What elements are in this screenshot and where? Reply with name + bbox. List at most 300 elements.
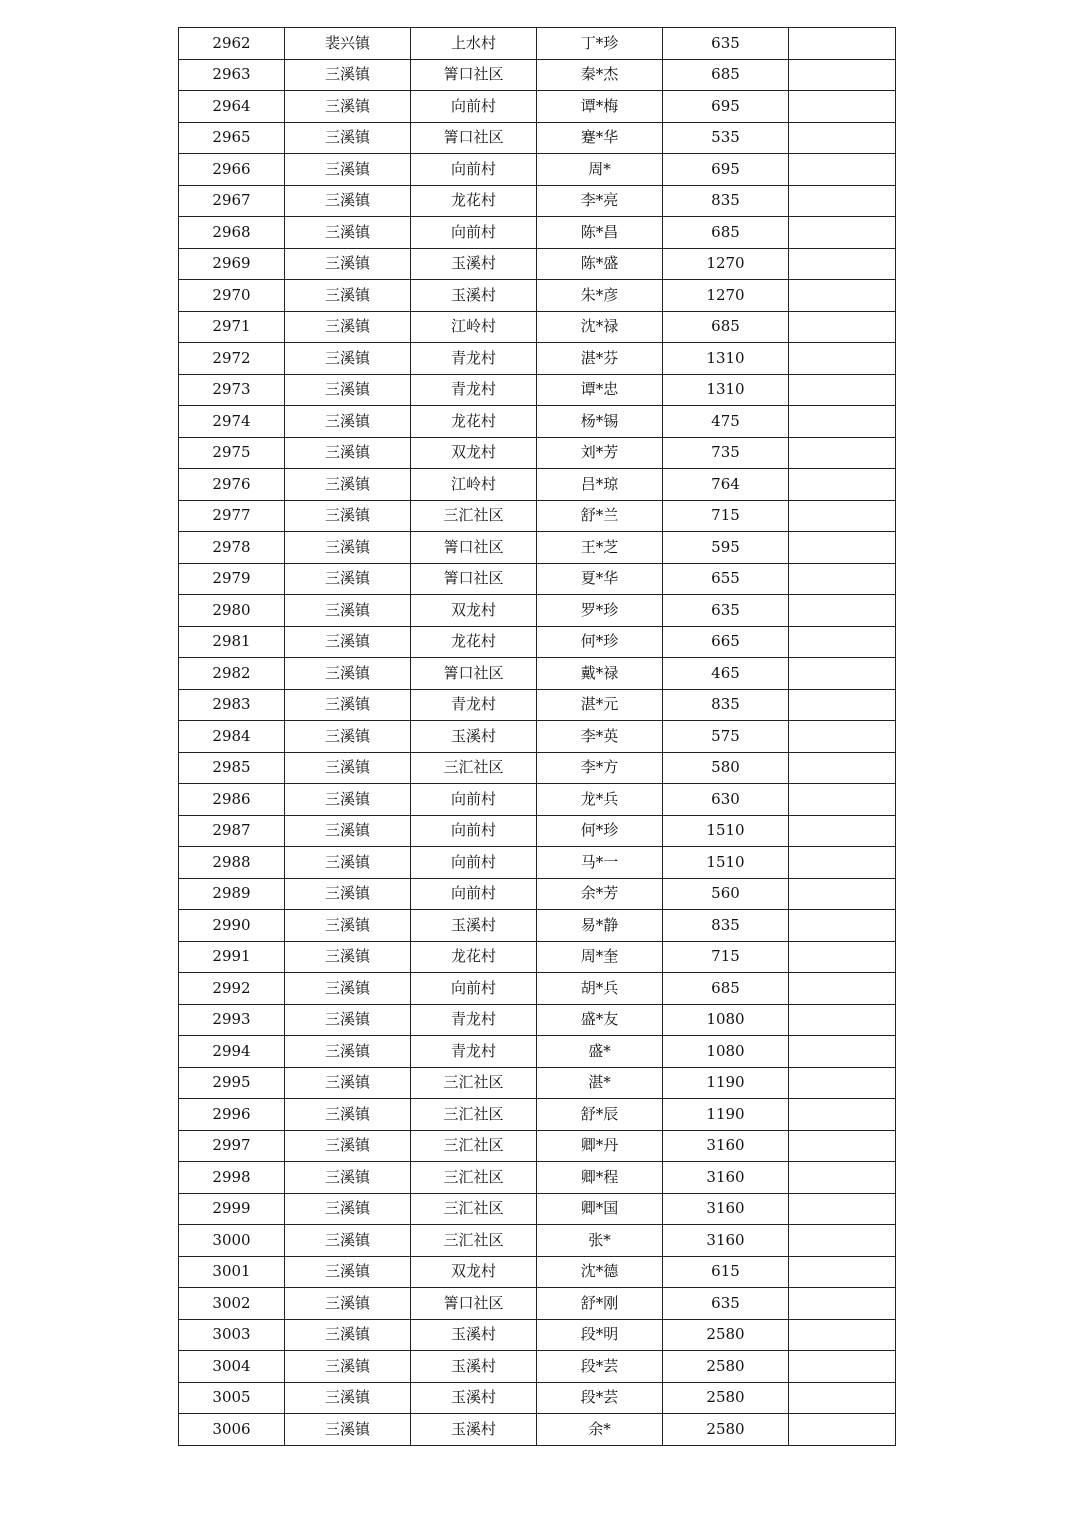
cell-amount: 635 bbox=[663, 595, 789, 627]
cell-index: 3002 bbox=[179, 1288, 285, 1320]
cell-town: 三溪镇 bbox=[285, 1004, 411, 1036]
cell-village: 青龙村 bbox=[411, 1036, 537, 1068]
cell-village: 三汇社区 bbox=[411, 752, 537, 784]
cell-village: 龙花村 bbox=[411, 185, 537, 217]
cell-note bbox=[789, 973, 896, 1005]
cell-town: 三溪镇 bbox=[285, 784, 411, 816]
cell-index: 2982 bbox=[179, 658, 285, 690]
cell-amount: 715 bbox=[663, 941, 789, 973]
cell-index: 2990 bbox=[179, 910, 285, 942]
cell-index: 3006 bbox=[179, 1414, 285, 1446]
cell-note bbox=[789, 1225, 896, 1257]
table-row bbox=[179, 941, 896, 973]
cell-note bbox=[789, 721, 896, 753]
table-row bbox=[179, 563, 896, 595]
cell-note bbox=[789, 563, 896, 595]
cell-amount: 735 bbox=[663, 437, 789, 469]
cell-village: 箐口社区 bbox=[411, 59, 537, 91]
cell-town: 裴兴镇 bbox=[285, 28, 411, 60]
cell-name: 段*芸 bbox=[537, 1382, 663, 1414]
cell-note bbox=[789, 1099, 896, 1131]
cell-name: 杨*锡 bbox=[537, 406, 663, 438]
cell-town: 三溪镇 bbox=[285, 1130, 411, 1162]
cell-village: 玉溪村 bbox=[411, 248, 537, 280]
cell-note bbox=[789, 752, 896, 784]
cell-village: 龙花村 bbox=[411, 626, 537, 658]
cell-village: 向前村 bbox=[411, 878, 537, 910]
cell-name: 丁*珍 bbox=[537, 28, 663, 60]
table-row bbox=[179, 595, 896, 627]
cell-note bbox=[789, 658, 896, 690]
cell-amount: 695 bbox=[663, 154, 789, 186]
cell-town: 三溪镇 bbox=[285, 878, 411, 910]
cell-name: 王*芝 bbox=[537, 532, 663, 564]
cell-index: 2989 bbox=[179, 878, 285, 910]
cell-village: 箐口社区 bbox=[411, 1288, 537, 1320]
cell-name: 谭*梅 bbox=[537, 91, 663, 123]
cell-index: 2991 bbox=[179, 941, 285, 973]
cell-amount: 835 bbox=[663, 689, 789, 721]
cell-note bbox=[789, 311, 896, 343]
cell-name: 舒*兰 bbox=[537, 500, 663, 532]
cell-name: 刘*芳 bbox=[537, 437, 663, 469]
cell-town: 三溪镇 bbox=[285, 1162, 411, 1194]
cell-note bbox=[789, 1319, 896, 1351]
table-row bbox=[179, 500, 896, 532]
cell-index: 2997 bbox=[179, 1130, 285, 1162]
cell-amount: 685 bbox=[663, 973, 789, 1005]
cell-name: 蹇*华 bbox=[537, 122, 663, 154]
cell-note bbox=[789, 1193, 896, 1225]
cell-name: 李*方 bbox=[537, 752, 663, 784]
table-row bbox=[179, 122, 896, 154]
cell-index: 2984 bbox=[179, 721, 285, 753]
cell-note bbox=[789, 1288, 896, 1320]
cell-note bbox=[789, 374, 896, 406]
cell-index: 2983 bbox=[179, 689, 285, 721]
table-row bbox=[179, 217, 896, 249]
cell-village: 上水村 bbox=[411, 28, 537, 60]
table-row bbox=[179, 1162, 896, 1194]
table-row bbox=[179, 1004, 896, 1036]
table-row bbox=[179, 910, 896, 942]
cell-amount: 1190 bbox=[663, 1099, 789, 1131]
cell-town: 三溪镇 bbox=[285, 1193, 411, 1225]
cell-note bbox=[789, 1382, 896, 1414]
cell-village: 向前村 bbox=[411, 217, 537, 249]
cell-town: 三溪镇 bbox=[285, 374, 411, 406]
table-row bbox=[179, 626, 896, 658]
cell-note bbox=[789, 280, 896, 312]
cell-name: 胡*兵 bbox=[537, 973, 663, 1005]
cell-amount: 1080 bbox=[663, 1004, 789, 1036]
cell-amount: 3160 bbox=[663, 1130, 789, 1162]
cell-village: 向前村 bbox=[411, 154, 537, 186]
cell-name: 卿*丹 bbox=[537, 1130, 663, 1162]
cell-village: 向前村 bbox=[411, 815, 537, 847]
cell-index: 2994 bbox=[179, 1036, 285, 1068]
cell-amount: 595 bbox=[663, 532, 789, 564]
cell-index: 2972 bbox=[179, 343, 285, 375]
table-row bbox=[179, 91, 896, 123]
table-row bbox=[179, 1225, 896, 1257]
cell-name: 易*静 bbox=[537, 910, 663, 942]
cell-town: 三溪镇 bbox=[285, 847, 411, 879]
cell-amount: 1270 bbox=[663, 280, 789, 312]
cell-index: 2993 bbox=[179, 1004, 285, 1036]
cell-name: 段*明 bbox=[537, 1319, 663, 1351]
table-row bbox=[179, 1382, 896, 1414]
cell-name: 张* bbox=[537, 1225, 663, 1257]
cell-town: 三溪镇 bbox=[285, 217, 411, 249]
table-row bbox=[179, 658, 896, 690]
cell-name: 龙*兵 bbox=[537, 784, 663, 816]
table-row bbox=[179, 1036, 896, 1068]
cell-index: 2999 bbox=[179, 1193, 285, 1225]
cell-index: 2979 bbox=[179, 563, 285, 595]
cell-amount: 630 bbox=[663, 784, 789, 816]
table-row bbox=[179, 59, 896, 91]
cell-note bbox=[789, 122, 896, 154]
table-row bbox=[179, 752, 896, 784]
cell-name: 卿*国 bbox=[537, 1193, 663, 1225]
cell-note bbox=[789, 154, 896, 186]
cell-name: 湛*芬 bbox=[537, 343, 663, 375]
cell-village: 玉溪村 bbox=[411, 1351, 537, 1383]
cell-amount: 2580 bbox=[663, 1319, 789, 1351]
cell-town: 三溪镇 bbox=[285, 1256, 411, 1288]
cell-index: 3004 bbox=[179, 1351, 285, 1383]
cell-town: 三溪镇 bbox=[285, 658, 411, 690]
cell-note bbox=[789, 626, 896, 658]
cell-amount: 535 bbox=[663, 122, 789, 154]
cell-village: 三汇社区 bbox=[411, 1225, 537, 1257]
cell-town: 三溪镇 bbox=[285, 1288, 411, 1320]
table-row bbox=[179, 28, 896, 60]
cell-index: 2966 bbox=[179, 154, 285, 186]
cell-index: 3003 bbox=[179, 1319, 285, 1351]
cell-amount: 764 bbox=[663, 469, 789, 501]
cell-name: 湛*元 bbox=[537, 689, 663, 721]
cell-town: 三溪镇 bbox=[285, 815, 411, 847]
cell-village: 青龙村 bbox=[411, 1004, 537, 1036]
cell-name: 李*亮 bbox=[537, 185, 663, 217]
table-row bbox=[179, 784, 896, 816]
cell-index: 2967 bbox=[179, 185, 285, 217]
cell-index: 2981 bbox=[179, 626, 285, 658]
cell-name: 朱*彦 bbox=[537, 280, 663, 312]
cell-note bbox=[789, 847, 896, 879]
cell-town: 三溪镇 bbox=[285, 469, 411, 501]
cell-name: 秦*杰 bbox=[537, 59, 663, 91]
cell-note bbox=[789, 1036, 896, 1068]
cell-amount: 575 bbox=[663, 721, 789, 753]
cell-town: 三溪镇 bbox=[285, 122, 411, 154]
cell-amount: 1270 bbox=[663, 248, 789, 280]
cell-amount: 2580 bbox=[663, 1414, 789, 1446]
cell-village: 向前村 bbox=[411, 847, 537, 879]
cell-name: 罗*珍 bbox=[537, 595, 663, 627]
cell-village: 玉溪村 bbox=[411, 1382, 537, 1414]
cell-name: 李*英 bbox=[537, 721, 663, 753]
cell-index: 2962 bbox=[179, 28, 285, 60]
cell-amount: 1510 bbox=[663, 847, 789, 879]
table-row bbox=[179, 406, 896, 438]
cell-amount: 685 bbox=[663, 217, 789, 249]
cell-name: 沈*禄 bbox=[537, 311, 663, 343]
cell-name: 卿*程 bbox=[537, 1162, 663, 1194]
cell-village: 双龙村 bbox=[411, 437, 537, 469]
cell-amount: 665 bbox=[663, 626, 789, 658]
cell-town: 三溪镇 bbox=[285, 311, 411, 343]
cell-name: 周* bbox=[537, 154, 663, 186]
cell-town: 三溪镇 bbox=[285, 626, 411, 658]
cell-note bbox=[789, 1162, 896, 1194]
cell-amount: 3160 bbox=[663, 1225, 789, 1257]
cell-index: 2980 bbox=[179, 595, 285, 627]
cell-town: 三溪镇 bbox=[285, 59, 411, 91]
cell-amount: 1080 bbox=[663, 1036, 789, 1068]
cell-town: 三溪镇 bbox=[285, 563, 411, 595]
cell-town: 三溪镇 bbox=[285, 1067, 411, 1099]
cell-name: 段*芸 bbox=[537, 1351, 663, 1383]
cell-index: 2974 bbox=[179, 406, 285, 438]
cell-index: 3001 bbox=[179, 1256, 285, 1288]
cell-note bbox=[789, 28, 896, 60]
cell-village: 青龙村 bbox=[411, 689, 537, 721]
table-row bbox=[179, 185, 896, 217]
cell-village: 三汇社区 bbox=[411, 1193, 537, 1225]
cell-village: 箐口社区 bbox=[411, 658, 537, 690]
cell-note bbox=[789, 1351, 896, 1383]
cell-village: 三汇社区 bbox=[411, 1162, 537, 1194]
cell-amount: 475 bbox=[663, 406, 789, 438]
cell-town: 三溪镇 bbox=[285, 721, 411, 753]
table-row bbox=[179, 1193, 896, 1225]
cell-index: 3005 bbox=[179, 1382, 285, 1414]
table-row bbox=[179, 343, 896, 375]
cell-village: 三汇社区 bbox=[411, 1099, 537, 1131]
cell-village: 双龙村 bbox=[411, 1256, 537, 1288]
table-row bbox=[179, 815, 896, 847]
cell-note bbox=[789, 784, 896, 816]
cell-index: 2978 bbox=[179, 532, 285, 564]
cell-note bbox=[789, 343, 896, 375]
cell-index: 2975 bbox=[179, 437, 285, 469]
cell-note bbox=[789, 1004, 896, 1036]
table-row bbox=[179, 532, 896, 564]
cell-note bbox=[789, 689, 896, 721]
cell-amount: 1310 bbox=[663, 374, 789, 406]
cell-index: 2995 bbox=[179, 1067, 285, 1099]
cell-village: 箐口社区 bbox=[411, 563, 537, 595]
cell-note bbox=[789, 1414, 896, 1446]
cell-index: 2971 bbox=[179, 311, 285, 343]
cell-name: 余* bbox=[537, 1414, 663, 1446]
cell-amount: 635 bbox=[663, 1288, 789, 1320]
table-row bbox=[179, 1319, 896, 1351]
cell-amount: 835 bbox=[663, 185, 789, 217]
cell-amount: 3160 bbox=[663, 1162, 789, 1194]
cell-amount: 2580 bbox=[663, 1382, 789, 1414]
table-row bbox=[179, 1351, 896, 1383]
cell-village: 玉溪村 bbox=[411, 721, 537, 753]
cell-amount: 2580 bbox=[663, 1351, 789, 1383]
cell-name: 湛* bbox=[537, 1067, 663, 1099]
cell-amount: 635 bbox=[663, 28, 789, 60]
cell-index: 2986 bbox=[179, 784, 285, 816]
cell-amount: 685 bbox=[663, 311, 789, 343]
cell-village: 向前村 bbox=[411, 91, 537, 123]
cell-town: 三溪镇 bbox=[285, 185, 411, 217]
cell-amount: 465 bbox=[663, 658, 789, 690]
cell-town: 三溪镇 bbox=[285, 1099, 411, 1131]
cell-amount: 715 bbox=[663, 500, 789, 532]
cell-name: 夏*华 bbox=[537, 563, 663, 595]
cell-note bbox=[789, 815, 896, 847]
cell-town: 三溪镇 bbox=[285, 1414, 411, 1446]
cell-town: 三溪镇 bbox=[285, 973, 411, 1005]
cell-town: 三溪镇 bbox=[285, 91, 411, 123]
cell-name: 余*芳 bbox=[537, 878, 663, 910]
cell-amount: 580 bbox=[663, 752, 789, 784]
cell-note bbox=[789, 941, 896, 973]
cell-name: 吕*琼 bbox=[537, 469, 663, 501]
table-row bbox=[179, 847, 896, 879]
cell-index: 2976 bbox=[179, 469, 285, 501]
cell-note bbox=[789, 532, 896, 564]
cell-village: 三汇社区 bbox=[411, 500, 537, 532]
table-row bbox=[179, 1099, 896, 1131]
cell-name: 谭*忠 bbox=[537, 374, 663, 406]
cell-name: 盛*友 bbox=[537, 1004, 663, 1036]
cell-note bbox=[789, 469, 896, 501]
table-row bbox=[179, 1256, 896, 1288]
cell-index: 2988 bbox=[179, 847, 285, 879]
cell-name: 戴*禄 bbox=[537, 658, 663, 690]
table-row bbox=[179, 1067, 896, 1099]
cell-town: 三溪镇 bbox=[285, 1351, 411, 1383]
cell-index: 2985 bbox=[179, 752, 285, 784]
cell-amount: 835 bbox=[663, 910, 789, 942]
cell-village: 江岭村 bbox=[411, 469, 537, 501]
cell-village: 箐口社区 bbox=[411, 532, 537, 564]
cell-name: 何*珍 bbox=[537, 626, 663, 658]
cell-town: 三溪镇 bbox=[285, 1036, 411, 1068]
table-row bbox=[179, 721, 896, 753]
cell-name: 舒*辰 bbox=[537, 1099, 663, 1131]
cell-note bbox=[789, 1130, 896, 1162]
cell-index: 3000 bbox=[179, 1225, 285, 1257]
cell-note bbox=[789, 217, 896, 249]
cell-town: 三溪镇 bbox=[285, 248, 411, 280]
cell-amount: 685 bbox=[663, 59, 789, 91]
cell-note bbox=[789, 437, 896, 469]
table-row bbox=[179, 280, 896, 312]
cell-amount: 1310 bbox=[663, 343, 789, 375]
cell-town: 三溪镇 bbox=[285, 532, 411, 564]
cell-index: 2987 bbox=[179, 815, 285, 847]
cell-index: 2996 bbox=[179, 1099, 285, 1131]
cell-index: 2973 bbox=[179, 374, 285, 406]
table-row bbox=[179, 1288, 896, 1320]
cell-town: 三溪镇 bbox=[285, 500, 411, 532]
cell-note bbox=[789, 878, 896, 910]
table-row bbox=[179, 469, 896, 501]
cell-town: 三溪镇 bbox=[285, 437, 411, 469]
data-table bbox=[178, 27, 896, 1446]
cell-note bbox=[789, 185, 896, 217]
cell-town: 三溪镇 bbox=[285, 1382, 411, 1414]
table-row bbox=[179, 1130, 896, 1162]
cell-village: 三汇社区 bbox=[411, 1130, 537, 1162]
cell-amount: 1510 bbox=[663, 815, 789, 847]
cell-village: 玉溪村 bbox=[411, 1414, 537, 1446]
cell-village: 玉溪村 bbox=[411, 1319, 537, 1351]
cell-index: 2970 bbox=[179, 280, 285, 312]
cell-amount: 615 bbox=[663, 1256, 789, 1288]
cell-town: 三溪镇 bbox=[285, 406, 411, 438]
cell-town: 三溪镇 bbox=[285, 595, 411, 627]
cell-note bbox=[789, 500, 896, 532]
table-row bbox=[179, 1414, 896, 1446]
cell-village: 龙花村 bbox=[411, 941, 537, 973]
cell-index: 2977 bbox=[179, 500, 285, 532]
cell-village: 玉溪村 bbox=[411, 910, 537, 942]
table-row bbox=[179, 248, 896, 280]
cell-note bbox=[789, 59, 896, 91]
cell-amount: 1190 bbox=[663, 1067, 789, 1099]
cell-note bbox=[789, 595, 896, 627]
cell-village: 青龙村 bbox=[411, 374, 537, 406]
cell-village: 玉溪村 bbox=[411, 280, 537, 312]
cell-note bbox=[789, 91, 896, 123]
cell-name: 何*珍 bbox=[537, 815, 663, 847]
cell-index: 2963 bbox=[179, 59, 285, 91]
cell-name: 陈*昌 bbox=[537, 217, 663, 249]
cell-index: 2998 bbox=[179, 1162, 285, 1194]
cell-index: 2965 bbox=[179, 122, 285, 154]
cell-village: 青龙村 bbox=[411, 343, 537, 375]
cell-town: 三溪镇 bbox=[285, 154, 411, 186]
cell-note bbox=[789, 406, 896, 438]
cell-village: 双龙村 bbox=[411, 595, 537, 627]
table-row bbox=[179, 878, 896, 910]
cell-town: 三溪镇 bbox=[285, 689, 411, 721]
cell-town: 三溪镇 bbox=[285, 910, 411, 942]
cell-village: 江岭村 bbox=[411, 311, 537, 343]
cell-town: 三溪镇 bbox=[285, 280, 411, 312]
table-row bbox=[179, 154, 896, 186]
cell-town: 三溪镇 bbox=[285, 752, 411, 784]
cell-name: 舒*刚 bbox=[537, 1288, 663, 1320]
cell-town: 三溪镇 bbox=[285, 343, 411, 375]
cell-name: 沈*德 bbox=[537, 1256, 663, 1288]
cell-index: 2968 bbox=[179, 217, 285, 249]
cell-index: 2969 bbox=[179, 248, 285, 280]
cell-note bbox=[789, 910, 896, 942]
cell-index: 2964 bbox=[179, 91, 285, 123]
cell-village: 向前村 bbox=[411, 784, 537, 816]
cell-amount: 655 bbox=[663, 563, 789, 595]
cell-note bbox=[789, 248, 896, 280]
cell-name: 陈*盛 bbox=[537, 248, 663, 280]
cell-town: 三溪镇 bbox=[285, 1225, 411, 1257]
cell-village: 龙花村 bbox=[411, 406, 537, 438]
cell-town: 三溪镇 bbox=[285, 1319, 411, 1351]
table-row bbox=[179, 973, 896, 1005]
cell-town: 三溪镇 bbox=[285, 941, 411, 973]
